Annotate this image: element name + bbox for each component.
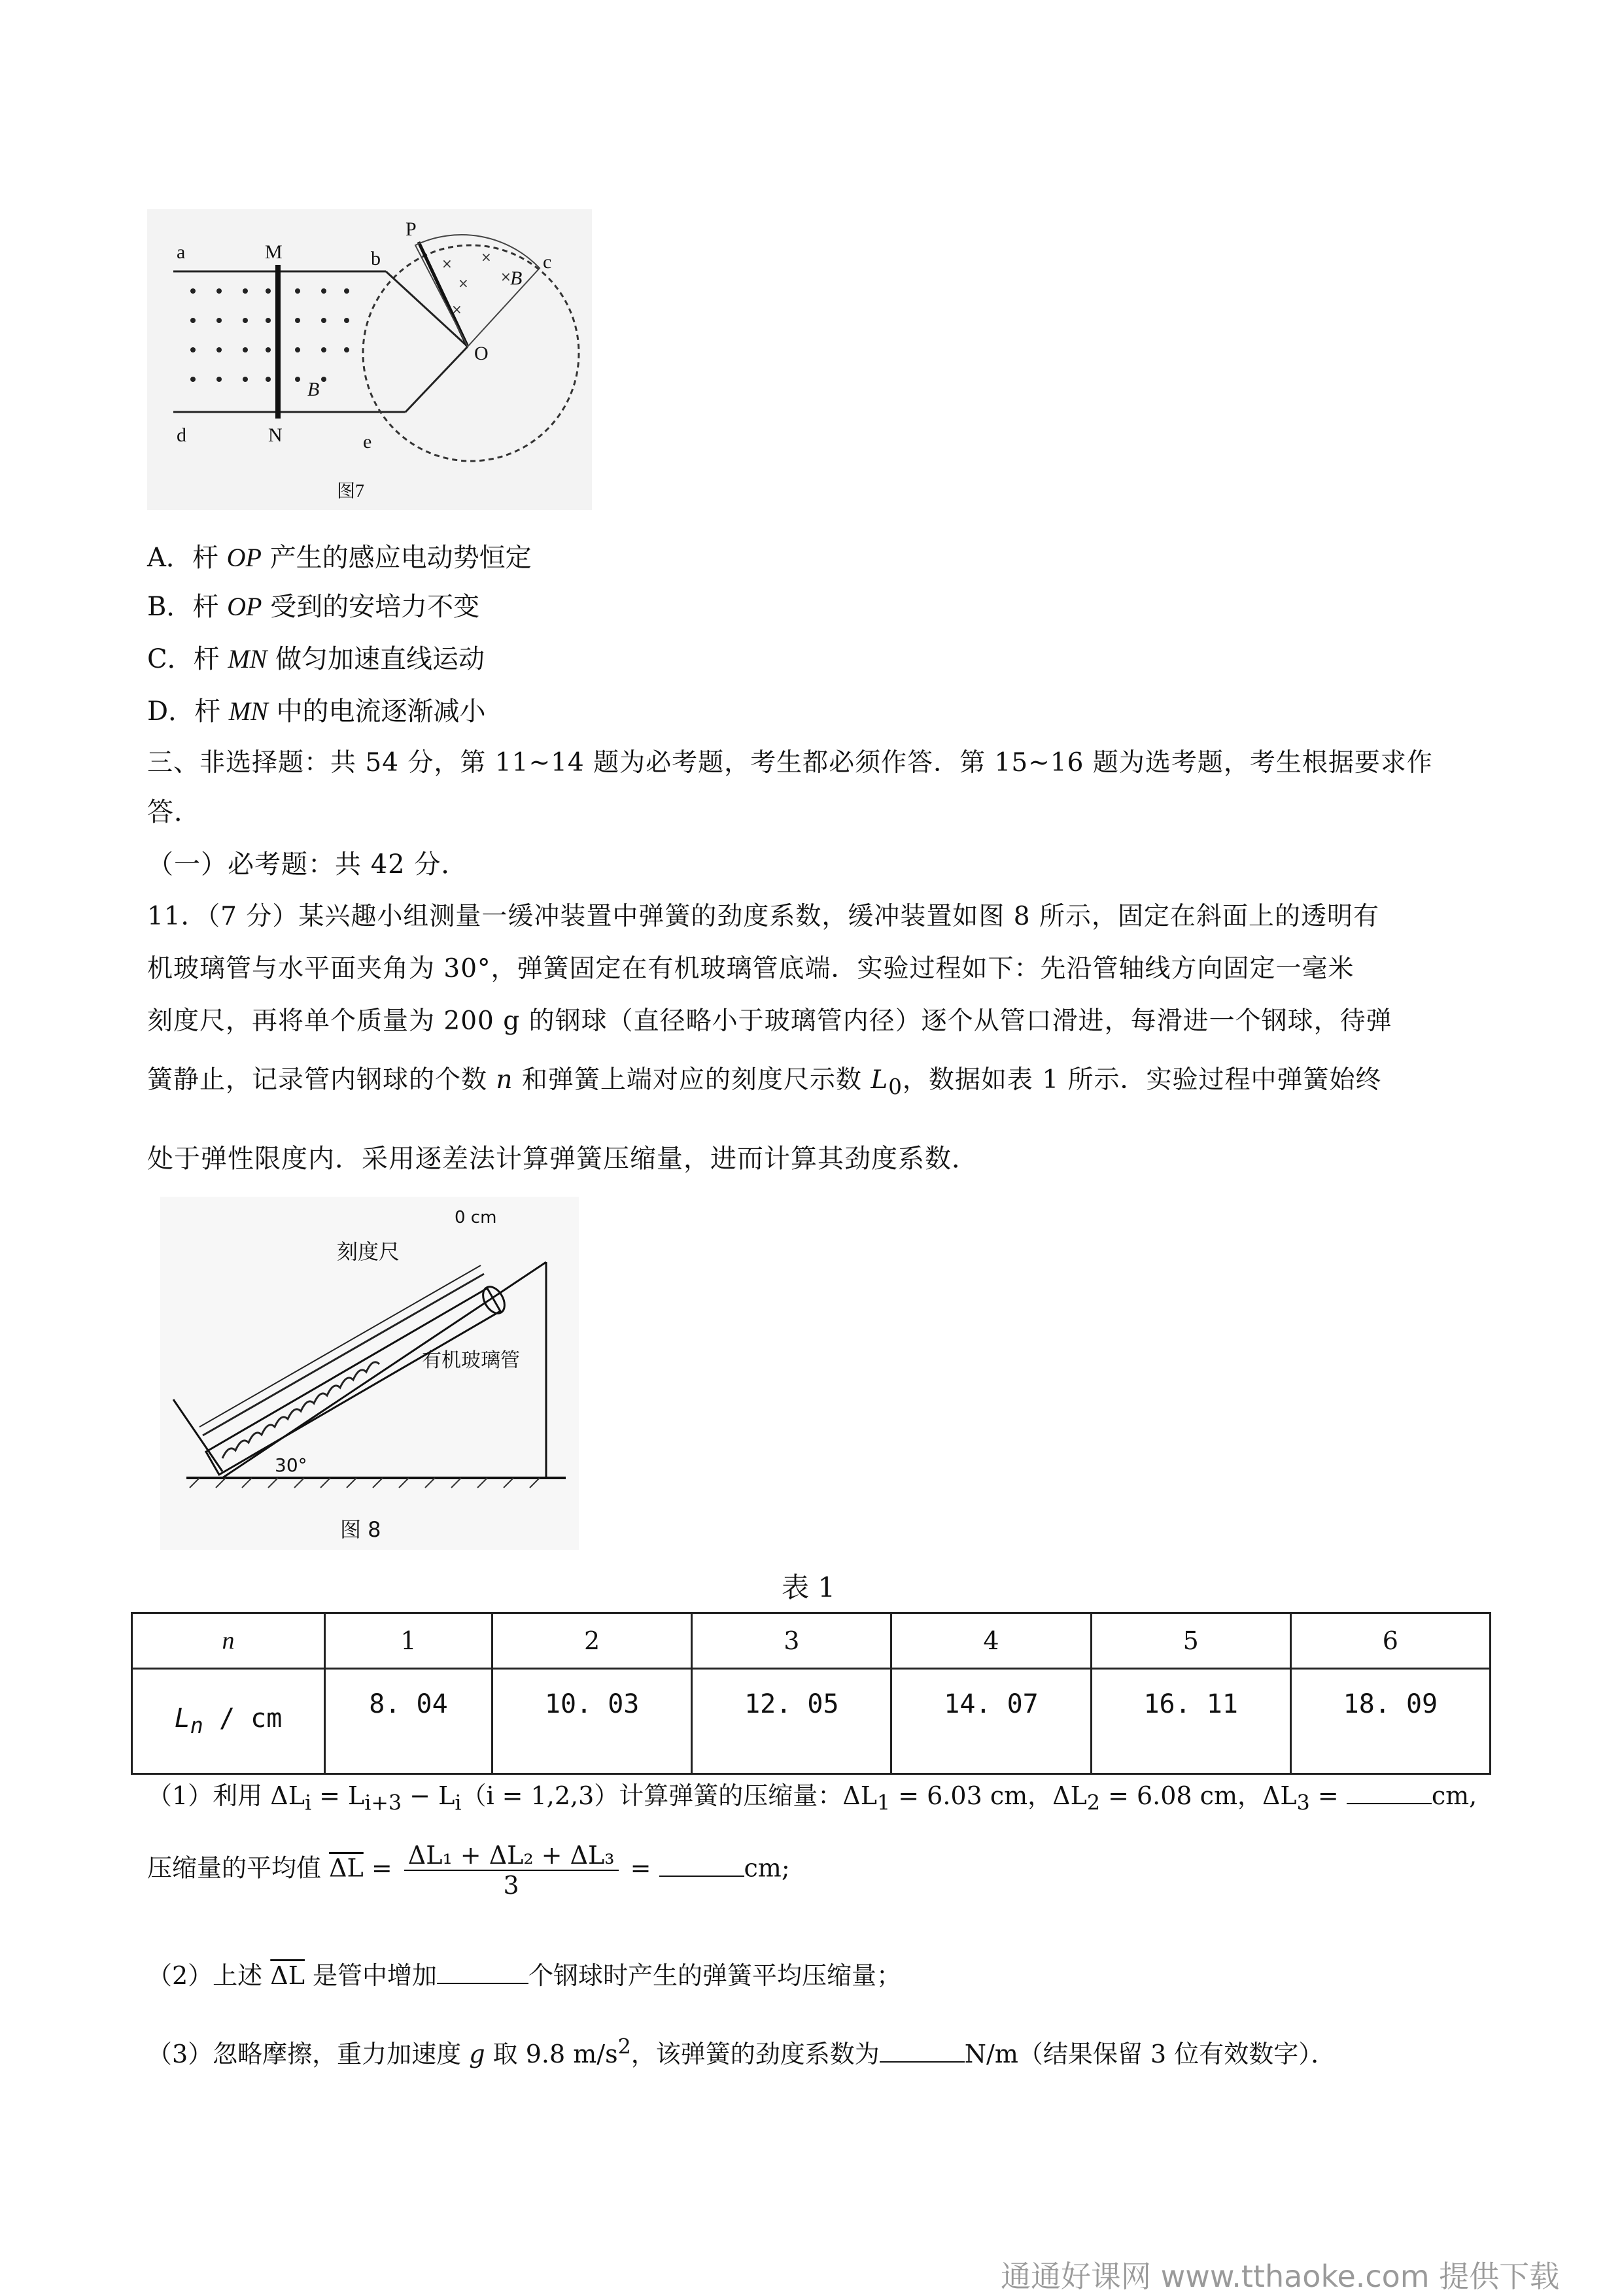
q11-line-4: 簧静止，记录管内钢球的个数 n 和弹簧上端对应的刻度尺示数 $L_0$，数据如表 1 所示．实验过程中弹簧始终 xyxy=(147,1065,1382,1099)
svg-text:×: × xyxy=(458,275,469,291)
q11-line-1: 11．（7 分）某兴趣小组测量一缓冲装置中弹簧的劲度系数，缓冲装置如图 8 所示，固定在斜面上的透明有 xyxy=(147,902,1379,931)
q11-line-5: 处于弹性限度内．采用逐差法计算弹簧压缩量，进而计算其劲度系数． xyxy=(147,1144,978,1174)
table-cell: 3 xyxy=(692,1613,891,1669)
table-1-caption: 表 1 xyxy=(782,1571,836,1603)
q11-line-2: 机玻璃管与水平面夹角为 30°，弹簧固定在有机玻璃管底端．实验过程如下：先沿管轴线方向固定一毫米 xyxy=(147,954,1355,984)
q11-line-3: 刻度尺，再将单个质量为 200 g 的钢球（直径略小于玻璃管内径）逐个从管口滑进，每滑进一个钢球，待弹 xyxy=(147,1006,1392,1036)
figure-8 xyxy=(160,1197,579,1550)
label-m: M xyxy=(265,241,283,263)
figure-8-caption: 图 8 xyxy=(340,1517,381,1542)
table-cell: 10. 03 xyxy=(492,1669,692,1774)
svg-text:×: × xyxy=(451,301,462,317)
sub-question-1-avg: 压缩量的平均值 $\overline{\Delta L}$ = $\frac{\text{ΔL₁ + ΔL₂ + ΔL₃}}{3}$ = cm; xyxy=(147,1841,790,1900)
table-row-l xyxy=(132,1669,1491,1774)
sub-question-3: （3）忽略摩擦，重力加速度 g 取 9.8 $m/s^2$，该弹簧的劲度系数为 N/m（结果保留 3 位有效数字）． xyxy=(147,2035,1336,2068)
label-n: N xyxy=(268,424,283,446)
answer-blank-average[interactable] xyxy=(659,1876,744,1877)
table-row-n xyxy=(132,1613,1491,1669)
row-header-l: $L_n$ / cm xyxy=(132,1669,325,1774)
svg-text:×: × xyxy=(441,256,453,271)
table-cell: 14. 07 xyxy=(891,1669,1091,1774)
label-d: d xyxy=(177,424,186,446)
label-angle: 30° xyxy=(275,1454,307,1476)
table-cell: 2 xyxy=(492,1613,692,1669)
label-b-field-right: B xyxy=(510,267,523,289)
table-1 xyxy=(131,1612,1491,1775)
label-ruler: 刻度尺 xyxy=(337,1239,400,1264)
sub-question-1: （1）利用 $\Delta L_i = L_{i+3} - L_i(i = 1,2,3)$计算弹簧的压缩量：$\Delta L_1 = 6.03$ cm，$\Delta L_2 = 6.08$ cm，$\Delta L_3$ = cm, xyxy=(147,1781,1477,1815)
table-cell: 16. 11 xyxy=(1091,1669,1290,1774)
sub-question-2: （2）上述 $\overline{\Delta L}$ 是管中增加 个钢球时产生的弹簧平均压缩量； xyxy=(147,1961,902,1990)
table-cell: 12. 05 xyxy=(692,1669,891,1774)
footer-watermark: 通通好课网 www.tthaoke.com 提供下载 xyxy=(1001,2259,1560,2294)
figure-7-caption: 图7 xyxy=(337,481,365,502)
label-e: e xyxy=(363,431,372,453)
option-a: A．杆 OP 产生的感应电动势恒定 xyxy=(147,543,532,573)
table-cell: 6 xyxy=(1290,1613,1490,1669)
section-3-heading: 三、非选择题：共 54 分，第 11~14 题为必考题，考生都必须作答．第 15~16 题为选考题，考生根据要求作 xyxy=(147,748,1433,778)
subsection-heading: （一）必考题：共 42 分． xyxy=(147,849,468,880)
table-cell: 5 xyxy=(1091,1613,1290,1669)
label-a: a xyxy=(177,241,186,263)
label-o: O xyxy=(474,343,489,364)
label-b: b xyxy=(371,248,381,269)
table-cell: 8. 04 xyxy=(325,1669,492,1774)
fraction: $\frac{\text{ΔL₁ + ΔL₂ + ΔL₃}}{3}$ xyxy=(404,1841,619,1900)
label-zero-cm: 0 cm xyxy=(455,1208,497,1227)
section-3-heading-cont: 答． xyxy=(147,797,201,827)
table-cell: 18. 09 xyxy=(1290,1669,1490,1774)
svg-text:×: × xyxy=(500,269,511,284)
label-tube: 有机玻璃管 xyxy=(422,1349,520,1372)
svg-text:×: × xyxy=(481,249,492,265)
table-cell: 4 xyxy=(891,1613,1091,1669)
label-c: c xyxy=(543,251,552,273)
label-b-field-left: B xyxy=(307,379,320,400)
answer-blank-spring-constant[interactable] xyxy=(880,2061,965,2063)
table-cell: 1 xyxy=(325,1613,492,1669)
answer-blank-delta-l3[interactable] xyxy=(1347,1803,1432,1804)
answer-blank-ball-count[interactable] xyxy=(437,1983,528,1984)
option-d: D．杆 MN 中的电流逐渐减小 xyxy=(147,696,486,727)
row-header-n: n xyxy=(132,1613,325,1669)
option-c: C．杆 MN 做匀加速直线运动 xyxy=(147,644,485,674)
option-b: B．杆 OP 受到的安培力不变 xyxy=(147,592,480,622)
label-p: P xyxy=(406,218,417,240)
figure-7 xyxy=(147,209,592,510)
